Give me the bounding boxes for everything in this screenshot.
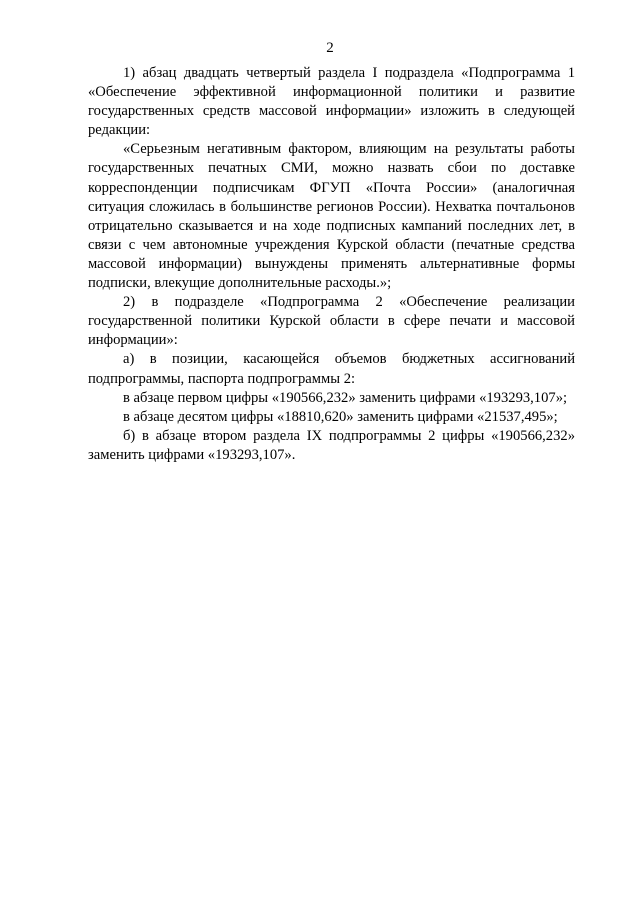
paragraph-1: 1) абзац двадцать четвертый раздела I подраздела «Подпрограмма 1 «Обеспечение эффективной информационной политики и развитие государственных средств массовой информации» изложить в следующей редакции:	[88, 65, 575, 139]
page-number: 2	[326, 40, 334, 56]
paragraph-6: в абзаце десятом цифры «18810,620» заменить цифрами «21537,495»;	[123, 408, 558, 425]
paragraph-4: а) в позиции, касающейся объемов бюджетных ассигнований подпрограммы, паспорта подпрограммы 2:	[88, 351, 575, 387]
document-body	[88, 64, 575, 465]
paragraph-7: б) в абзаце втором раздела IX подпрограммы 2 цифры «190566,232» заменить цифрами «193293,107».	[88, 427, 575, 463]
paragraph-2: «Серьезным негативным фактором, влияющим на результаты работы государственных печатных СМИ, можно назвать сбои по доставке корреспонденции подписчикам ФГУП «Почта России» (аналогичная ситуация сложилась в большинстве регионов России). Нехватка почтальонов отрицательно сказывается и на ходе подписных кампаний последних лет, в связи с чем автономные учреждения Курской области (печатные средства массовой информации) вынуждены применять альтернативные формы подписки, влекущие дополнительные расходы.»;	[88, 141, 575, 292]
paragraph-3: 2) в подразделе «Подпрограмма 2 «Обеспечение реализации государственной политики Курской области в сфере печати и массовой информации»:	[88, 294, 575, 349]
paragraph-5: в абзаце первом цифры «190566,232» заменить цифрами «193293,107»;	[123, 389, 568, 406]
